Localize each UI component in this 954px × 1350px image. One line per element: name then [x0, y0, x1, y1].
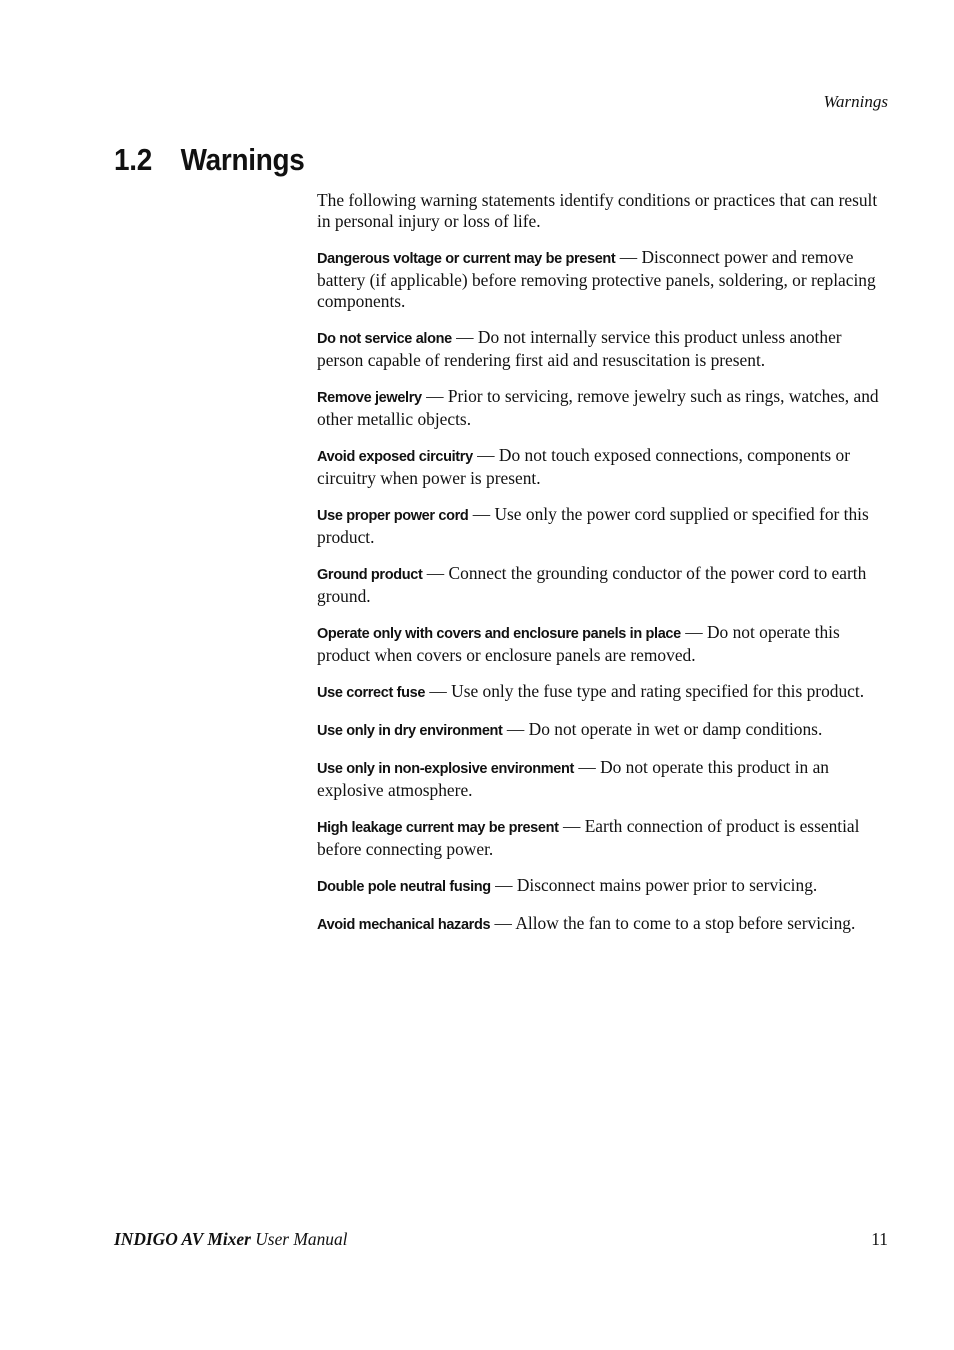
- warning-term: Use only in dry environment: [317, 723, 503, 739]
- footer-manual-title: [114, 1229, 348, 1250]
- warning-text: Do not operate this product when covers or enclosure panels are removed.: [317, 622, 840, 665]
- warning-separator: —: [421, 386, 448, 406]
- warning-text: Prior to servicing, remove jewelry such as rings, watches, and other metallic objects.: [317, 386, 879, 429]
- warning-separator: —: [490, 875, 517, 895]
- section-number: 1.2: [114, 142, 152, 177]
- warning-item: [317, 622, 892, 666]
- warning-text: Connect the grounding conductor of the power cord to earth ground.: [317, 563, 867, 606]
- running-header: Warnings: [823, 92, 888, 111]
- warning-separator: —: [680, 622, 707, 642]
- warning-term: Avoid mechanical hazards: [317, 917, 491, 933]
- intro-paragraph: The following warning statements identify conditions or practices that can result in personal injury or loss of life.: [317, 190, 878, 231]
- warning-separator: —: [615, 247, 642, 267]
- warning-text: Allow the fan to come to a stop before servicing.: [515, 913, 856, 933]
- warning-item: [317, 445, 892, 489]
- warning-term: Remove jewelry: [317, 390, 422, 406]
- warning-text: Do not touch exposed connections, components or circuitry when power is present.: [317, 445, 851, 488]
- warning-text: Do not internally service this product unless another person capable of rendering first aid and resuscitation is present.: [317, 327, 842, 370]
- warning-item: [317, 681, 892, 704]
- warning-text: Use only the power cord supplied or specified for this product.: [317, 504, 869, 547]
- warning-item: [317, 247, 892, 312]
- warning-separator: —: [425, 681, 452, 701]
- warning-separator: —: [490, 913, 516, 933]
- warning-separator: —: [573, 757, 601, 777]
- warning-separator: —: [468, 504, 495, 524]
- warning-item: [317, 816, 892, 860]
- page-number: 11: [871, 1229, 888, 1249]
- warning-term: Dangerous voltage or current may be present: [317, 251, 616, 267]
- warning-term: Use correct fuse: [317, 685, 426, 701]
- warning-separator: —: [502, 719, 529, 739]
- warnings-body: [317, 190, 892, 951]
- warning-text: Do not operate in wet or damp conditions.: [528, 719, 823, 739]
- warning-text: Do not operate this product in an explosive atmosphere.: [317, 757, 829, 800]
- warning-item: [317, 913, 892, 936]
- footer-manual-label: User Manual: [250, 1229, 348, 1249]
- warning-separator: —: [422, 563, 449, 583]
- footer-product-name: INDIGO AV Mixer: [114, 1229, 251, 1249]
- warning-item: [317, 563, 892, 607]
- warning-item: [317, 719, 892, 742]
- warning-term: Use proper power cord: [317, 508, 469, 524]
- warning-text: Disconnect mains power prior to servicing.: [516, 875, 818, 895]
- warning-term: Avoid exposed circuitry: [317, 449, 473, 465]
- warning-term: Ground product: [317, 567, 423, 583]
- warning-item: [317, 875, 892, 898]
- warning-term: Do not service alone: [317, 331, 452, 347]
- warning-term: Double pole neutral fusing: [317, 879, 491, 895]
- warning-item: [317, 386, 892, 430]
- section-title: Warnings: [180, 142, 305, 177]
- warning-term: Use only in non-explosive environment: [317, 761, 574, 777]
- warning-text: Disconnect power and remove battery (if applicable) before removing protective panels, soldering, or replacing components.: [317, 247, 876, 311]
- warning-text: Earth connection of product is essential before connecting power.: [317, 816, 860, 859]
- warning-item: [317, 757, 892, 801]
- warning-separator: —: [558, 816, 585, 836]
- warning-item: [317, 327, 892, 371]
- warning-item: [317, 504, 892, 548]
- warning-separator: —: [451, 327, 478, 347]
- warning-text: Use only the fuse type and rating specified for this product.: [451, 681, 865, 701]
- warning-term: High leakage current may be present: [317, 820, 559, 836]
- warning-term: Operate only with covers and enclosure panels in place: [317, 626, 681, 642]
- warning-separator: —: [472, 445, 499, 465]
- section-heading: [114, 142, 305, 178]
